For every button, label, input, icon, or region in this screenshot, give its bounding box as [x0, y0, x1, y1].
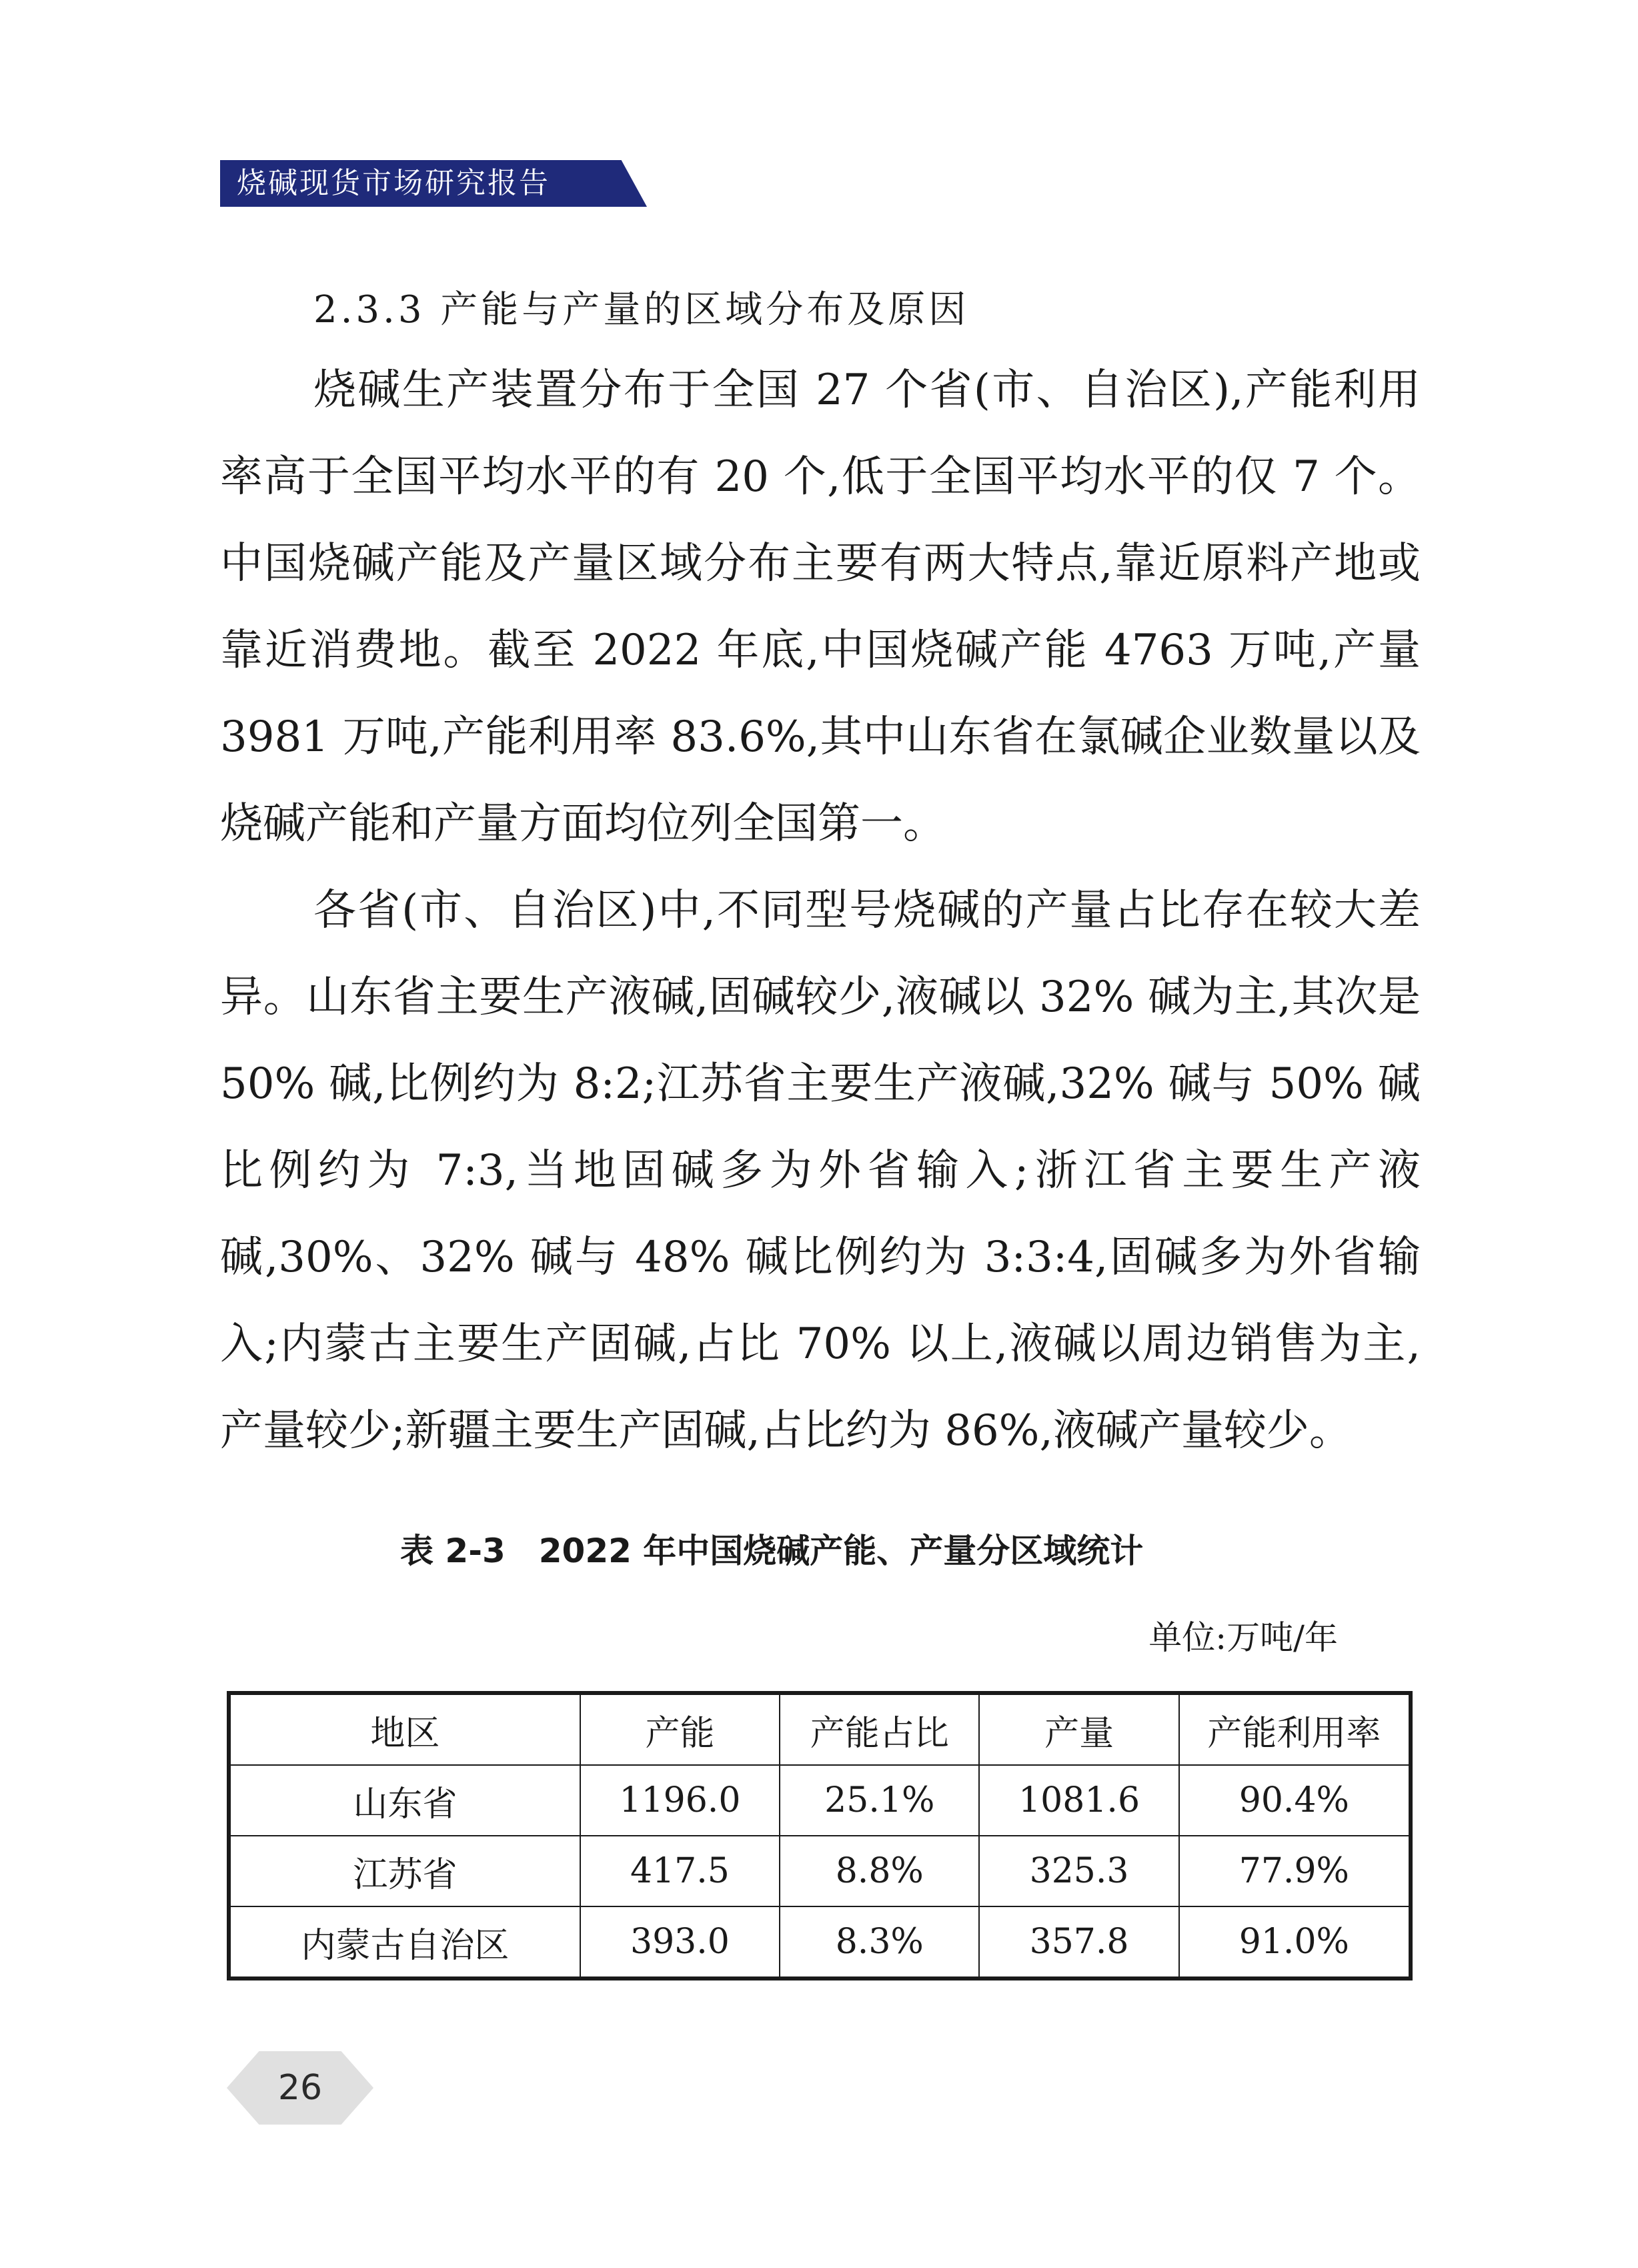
table-row	[229, 1836, 1411, 1906]
cell-region: 山东省	[229, 1765, 580, 1836]
table-unit: 单位:万吨/年	[1148, 1618, 1338, 1657]
column-header-capacity: 产能	[580, 1693, 780, 1765]
cell-output: 357.8	[979, 1906, 1178, 1978]
table-row	[229, 1906, 1411, 1978]
cell-capacity-share: 25.1%	[780, 1765, 979, 1836]
cell-utilization: 77.9%	[1179, 1836, 1411, 1906]
cell-utilization: 91.0%	[1179, 1906, 1411, 1978]
cell-output: 1081.6	[979, 1765, 1178, 1836]
page-number: 26	[277, 2068, 323, 2108]
cell-region: 内蒙古自治区	[229, 1906, 580, 1978]
column-header-region: 地区	[229, 1693, 580, 1765]
body-paragraph: 烧碱生产装置分布于全国 27 个省(市、自治区),产能利用率高于全国平均水平的有 20 个,低于全国平均水平的仅 7 个。中国烧碱产能及产量区域分布主要有两大特点,靠近原料产地或靠近消费地。截至 2022 年底,中国烧碱产能 4763 万吨,产量 3981 万吨,产能利用率 83.6%,其中山东省在氯碱企业数量以及烧碱产能和产量方面均位列全国第一。	[220, 366, 1421, 848]
cell-capacity-share: 8.8%	[780, 1836, 979, 1906]
table-header-row	[229, 1693, 1411, 1765]
table-caption: 表 2-3 2022 年中国烧碱产能、产量分区域统计	[400, 1532, 1144, 1570]
body-paragraph: 各省(市、自治区)中,不同型号烧碱的产量占比存在较大差异。山东省主要生产液碱,固碱较少,液碱以 32% 碱为主,其次是 50% 碱,比例约为 8:2;江苏省主要生产液碱,32% 碱与 50% 碱比例约为 7:3,当地固碱多为外省输入;浙江省主要生产液碱,30%、32% 碱与 48% 碱比例约为 3:3:4,固碱多为外省输入;内蒙古主要生产固碱,占比 70% 以上,液碱以周边销售为主,产量较少;新疆主要生产固碱,占比约为 86%,液碱产量较少。	[220, 886, 1421, 1456]
section-heading: 2.3.3 产能与产量的区域分布及原因	[313, 288, 970, 332]
cell-output: 325.3	[979, 1836, 1178, 1906]
cell-region: 江苏省	[229, 1836, 580, 1906]
cell-capacity: 393.0	[580, 1906, 780, 1978]
column-header-utilization: 产能利用率	[1179, 1693, 1411, 1765]
cell-capacity-share: 8.3%	[780, 1906, 979, 1978]
cell-utilization: 90.4%	[1179, 1765, 1411, 1836]
cell-capacity: 1196.0	[580, 1765, 780, 1836]
column-header-output: 产量	[979, 1693, 1178, 1765]
running-header-title: 烧碱现货市场研究报告	[237, 166, 550, 200]
capacity-output-table	[227, 1691, 1413, 1980]
table-row	[229, 1765, 1411, 1836]
cell-capacity: 417.5	[580, 1836, 780, 1906]
column-header-capacity-share: 产能占比	[780, 1693, 979, 1765]
